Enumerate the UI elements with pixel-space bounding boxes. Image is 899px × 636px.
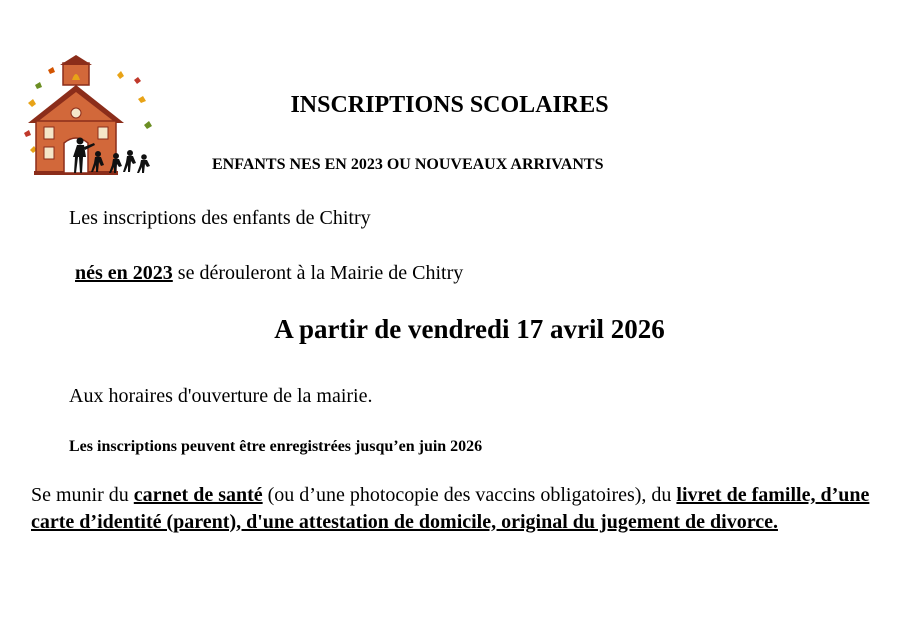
location-text: se dérouleront à la Mairie de Chitry: [172, 262, 464, 284]
carnet-emphasis: carnet de santé: [133, 484, 263, 506]
documents-list-emphasis: livret de famille, d’une carte d’identité (parent), d'une attestation de domicile, original du jugement de divorce.: [31, 484, 870, 533]
intro-line: Les inscriptions des enfants de Chitry: [69, 207, 371, 229]
deadline-line: Les inscriptions peuvent être enregistrées jusqu’en juin 2026: [69, 438, 483, 455]
documents-middle: (ou d’une photocopie des vaccins obligatoires), du: [262, 484, 677, 506]
date-heading: A partir de vendredi 17 avril 2026: [274, 314, 665, 344]
documents-intro: Se munir du: [31, 484, 134, 506]
subtitle: ENFANTS NES EN 2023 OU NOUVEAUX ARRIVANTS: [212, 156, 604, 173]
birth-year-line: [75, 262, 463, 285]
required-documents: [31, 482, 876, 536]
opening-hours-line: Aux horaires d'ouverture de la mairie.: [69, 385, 373, 407]
page-title: INSCRIPTIONS SCOLAIRES: [290, 92, 609, 118]
birth-year-emphasis: nés en 2023: [75, 262, 173, 284]
